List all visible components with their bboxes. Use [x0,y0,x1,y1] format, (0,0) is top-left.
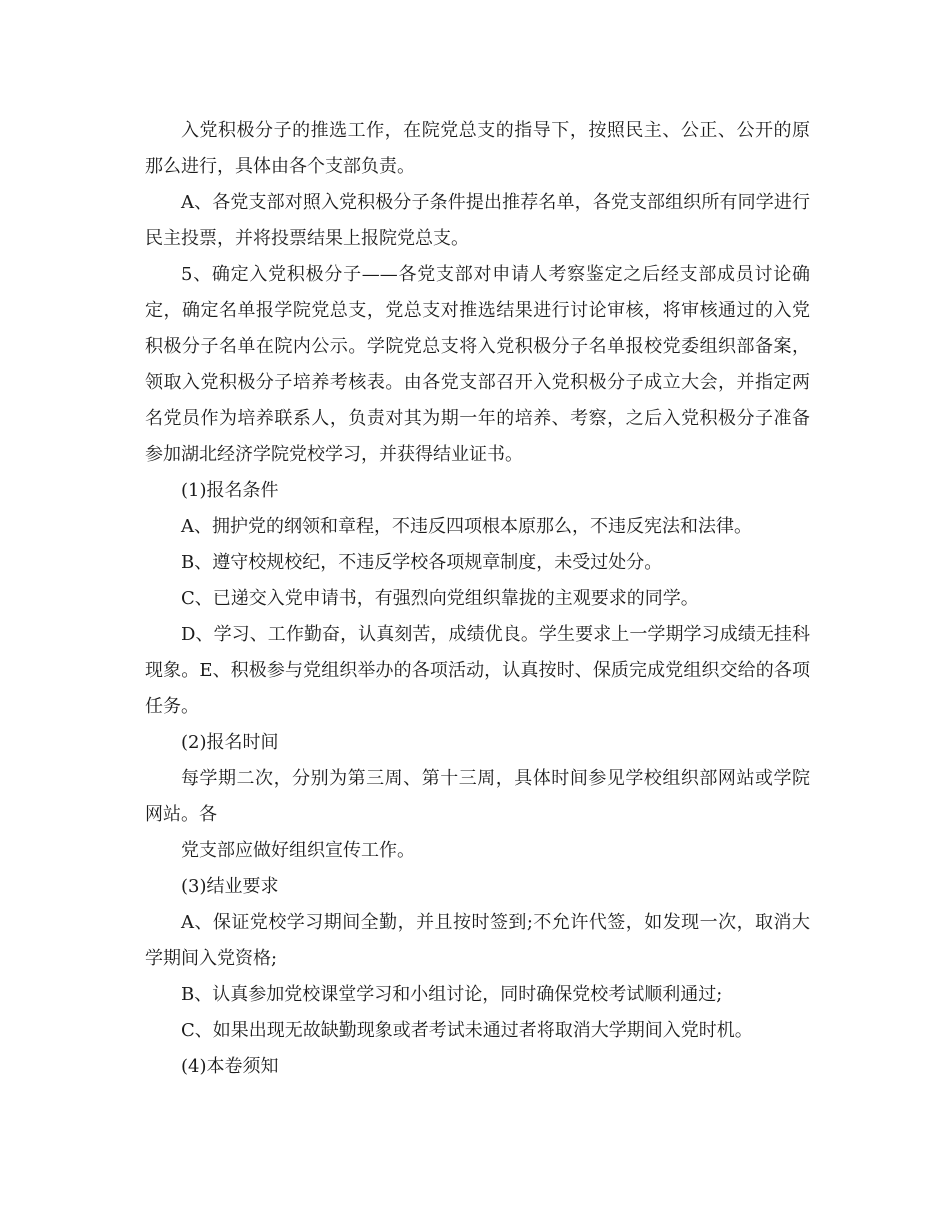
paragraph-branch-vote: A、各党支部对照入党积极分子条件提出推荐名单，各党支部组织所有同学进行民主投票，并将投票结果上报院党总支。 [145,192,810,249]
heading-registration-time: (2)报名时间 [181,732,279,753]
paragraph-confirm-activists: 5、确定入党积极分子——各党支部对申请人考察鉴定之后经支部成员讨论确定，确定名单报学院党总支，党总支对推选结果进行讨论审核，将审核通过的入党积极分子名单在院内公示。学院党总支将入党积极分子名单报校党委组织部备案，领取入党积极分子培养考核表。由各党支部召开入党积极分子成立大会，并指定两名党员作为培养联系人，负责对其为期一年的培养、考察，之后入党积极分子准备参加湖北经济学院党校学习，并获得结业证书。 [145,264,810,465]
requirement-b: B、认真参加党校课堂学习和小组讨论，同时确保党校考试顺利通过; [181,984,723,1005]
condition-a: A、拥护党的纲领和章程，不违反四项根本原那么，不违反宪法和法律。 [181,516,752,537]
condition-c: C、已递交入党申请书，有强烈向党组织靠拢的主观要求的同学。 [181,588,699,609]
heading-notes: (4)本卷须知 [181,1056,279,1077]
condition-b: B、遵守校规校纪，不违反学校各项规章制度，未受过处分。 [181,552,663,573]
document-page [145,113,810,1085]
requirement-a: A、保证党校学习期间全勤，并且按时签到;不允许代签，如发现一次，取消大学期间入党资格; [145,912,810,969]
heading-completion-requirements: (3)结业要求 [181,876,279,897]
registration-time-continued: 党支部应做好组织宣传工作。 [181,840,415,861]
condition-d-e: D、学习、工作勤奋，认真刻苦，成绩优良。学生要求上一学期学习成绩无挂科现象。E、积极参与党组织举办的各项活动，认真按时、保质完成党组织交给的各项任务。 [145,624,810,717]
heading-registration-conditions: (1)报名条件 [181,480,279,501]
requirement-c: C、如果出现无故缺勤现象或者考试未通过者将取消大学期间入党时机。 [181,1020,753,1041]
paragraph-recommendation-intro: 入党积极分子的推选工作，在院党总支的指导下，按照民主、公正、公开的原那么进行，具体由各个支部负责。 [145,120,810,177]
registration-time-text: 每学期二次，分别为第三周、第十三周，具体时间参见学校组织部网站或学院网站。各 [145,768,810,825]
